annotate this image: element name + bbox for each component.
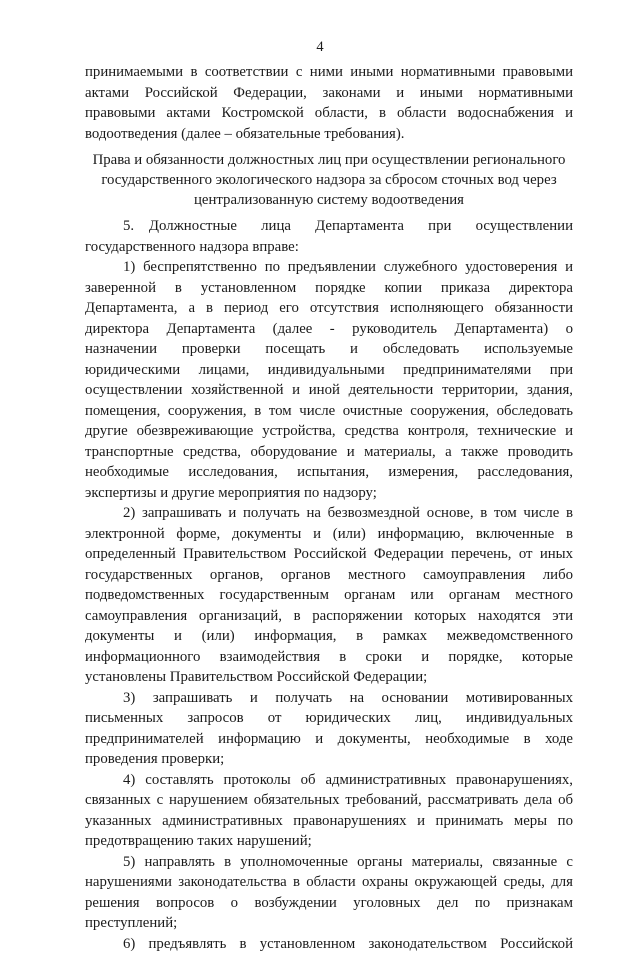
- text-line: юридическими лицами, индивидуальными предпринимателями при: [85, 360, 573, 381]
- text-line: установлены Правительством Российской Федерации;: [85, 667, 573, 688]
- section-heading: [85, 150, 573, 210]
- text-line: транспортные средства, оборудование и материалы, а также проводить: [85, 442, 573, 463]
- text-line: заверенной в установленном порядке копии приказа директора: [85, 278, 573, 299]
- text-line: государственного надзора вправе:: [85, 237, 573, 258]
- text-line: информационного взаимодействия в сроки и порядке, которые: [85, 647, 573, 668]
- text-line: экспертизы и другие мероприятия по надзору;: [85, 483, 573, 504]
- page-number: 4: [0, 38, 640, 56]
- text-line: Департамента, а в период его отсутствия исполняющего обязанности: [85, 298, 573, 319]
- text-line: подведомственных государственным органам или органам местного: [85, 585, 573, 606]
- text-line: 5) направлять в уполномоченные органы материалы, связанные с: [85, 852, 573, 873]
- text-line: 3) запрашивать и получать на основании мотивированных: [85, 688, 573, 709]
- text-line: 4) составлять протоколы об административных правонарушениях,: [85, 770, 573, 791]
- text-line: нарушениями законодательства в области охраны окружающей среды, для: [85, 872, 573, 893]
- heading-line: централизованную систему водоотведения: [85, 190, 573, 210]
- text-line: 6) предъявлять в установленном законодательством Российской: [85, 934, 573, 954]
- text-line: 1) беспрепятственно по предъявлении служебного удостоверения и: [85, 257, 573, 278]
- text-line: письменных запросов от юридических лиц, индивидуальных: [85, 708, 573, 729]
- text-line: принимаемыми в соответствии с ними иными нормативными правовыми: [85, 62, 573, 83]
- text-line: правовыми актами Костромской области, в области водоснабжения и: [85, 103, 573, 124]
- body-text: [85, 216, 573, 954]
- text-line: проведения проверки;: [85, 749, 573, 770]
- text-line: решения вопросов о возбуждении уголовных дел по признакам: [85, 893, 573, 914]
- text-line: предпринимателей информацию и документы, необходимые в ходе: [85, 729, 573, 750]
- text-line: государственных органов, органов местного самоуправления либо: [85, 565, 573, 586]
- text-line: назначении проверки посещать и обследовать используемые: [85, 339, 573, 360]
- text-line: 5. Должностные лица Департамента при осуществлении: [85, 216, 573, 237]
- text-line: самоуправления организаций, в распоряжении которых находятся эти: [85, 606, 573, 627]
- intro-paragraph: [85, 62, 573, 144]
- text-line: 2) запрашивать и получать на безвозмездной основе, в том числе в: [85, 503, 573, 524]
- text-line: указанных административных правонарушениях и принимать меры по: [85, 811, 573, 832]
- text-line: помещения, сооружения, в том числе очистные сооружения, обследовать: [85, 401, 573, 422]
- text-line: осуществлении хозяйственной и иной деятельности территории, здания,: [85, 380, 573, 401]
- text-line: предотвращению таких нарушений;: [85, 831, 573, 852]
- heading-line: Права и обязанности должностных лиц при осуществлении регионального: [85, 150, 573, 170]
- text-line: другие обезвреживающие устройства, средства контроля, технические и: [85, 421, 573, 442]
- text-line: актами Российской Федерации, законами и иными нормативными: [85, 83, 573, 104]
- heading-line: государственного экологического надзора за сбросом сточных вод через: [85, 170, 573, 190]
- text-line: водоотведения (далее – обязательные требования).: [85, 124, 573, 145]
- text-line: преступлений;: [85, 913, 573, 934]
- text-line: необходимые исследования, испытания, измерения, расследования,: [85, 462, 573, 483]
- text-line: документы и (или) информация, в рамках межведомственного: [85, 626, 573, 647]
- text-line: электронной форме, документы и (или) информацию, включенные в: [85, 524, 573, 545]
- text-line: директора Департамента (далее - руководитель Департамента) о: [85, 319, 573, 340]
- text-line: определенный Правительством Российской Федерации перечень, от иных: [85, 544, 573, 565]
- text-line: связанных с нарушением обязательных требований, рассматривать дела об: [85, 790, 573, 811]
